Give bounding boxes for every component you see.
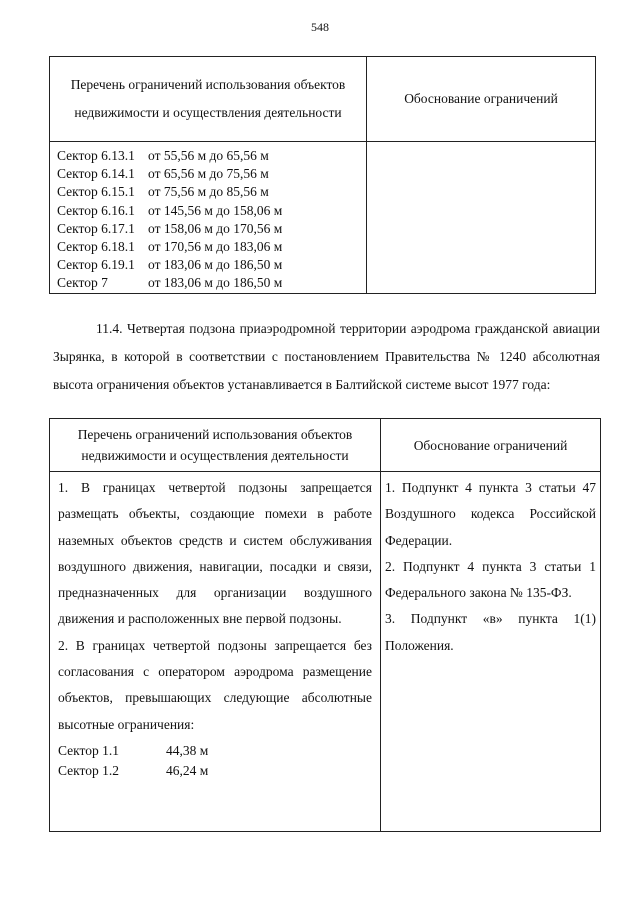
restrictions-table-1 [49,56,596,294]
page-number: 548 [311,20,329,34]
list-item [57,220,366,238]
list-item [57,274,366,292]
restriction-item: 1. В границах четвертой подзоны запрещается размещать объекты, создающие помехи в работе наземных объектов средств и систем обслуживания воздушного движения, навигации, посадки и связи, предназначенных для организации воздушного движения и расположенных вне первой подзоны. [58,480,372,627]
table-row [50,472,601,832]
section-paragraph: 11.4. Четвертая подзона приаэродромной территории аэродрома гражданской авиации Зырянка, в которой в соответствии с постановлением Правительства № 1240 абсолютная высота ограничения объектов устанавливается в Балтийской системе высот 1977 года: [53,321,600,393]
sector-height: 46,24 м [166,762,209,778]
header-justification: Обоснование ограничений [381,419,601,472]
restrictions-cell [50,472,381,832]
list-item [57,147,366,165]
list-item [57,202,366,220]
sector-name: Сектор 6.14.1 [57,166,135,182]
justification-item: 3. Подпункт «в» пункта 1(1) Положения. [385,611,596,653]
sector-name: Сектор 7 [57,275,108,291]
sector-height-list [58,741,372,781]
table-header-row [50,57,596,142]
justification-item: 2. Подпункт 4 пункта 3 статьи 1 Федерального закона № 135-ФЗ. [385,558,596,601]
sector-name: Сектор 6.17.1 [57,220,135,236]
justification-cell [381,472,601,832]
sector-range: от 170,56 м до 183,06 м [148,239,283,255]
sector-range: от 183,06 м до 186,50 м [148,275,283,291]
sector-range: от 65,56 м до 75,56 м [148,166,269,182]
sector-range: от 75,56 м до 85,56 м [148,184,269,200]
list-item [57,256,366,274]
sector-range: от 145,56 м до 158,06 м [148,202,283,218]
list-item [57,238,366,256]
sector-name: Сектор 6.19.1 [57,257,135,273]
sector-name: Сектор 1.1 [58,742,120,758]
sector-list [50,142,366,293]
table-header-row [50,419,601,472]
justification-cell-empty [367,142,596,294]
header-restrictions-list: Перечень ограничений использования объектов недвижимости и осуществления деятельности [50,57,367,142]
sector-name: Сектор 6.13.1 [57,148,135,163]
sector-name: Сектор 6.15.1 [57,184,135,200]
list-item [57,183,366,201]
table-row [50,142,596,294]
list-item [57,165,366,183]
sector-list-cell [50,142,367,294]
sector-name: Сектор 1.2 [58,762,120,778]
sector-range: от 183,06 м до 186,50 м [148,257,283,273]
header-justification: Обоснование ограничений [367,57,596,142]
header-restrictions-list: Перечень ограничений использования объектов недвижимости и осуществления деятельности [50,419,381,472]
justification-item: 1. Подпункт 4 пункта 3 статьи 47 Воздушного кодекса Российской Федерации. [385,480,596,548]
sector-range: от 158,06 м до 170,56 м [148,220,283,236]
sector-height: 44,38 м [166,742,209,758]
list-item [58,741,372,761]
sector-name: Сектор 6.16.1 [57,202,135,218]
sector-name: Сектор 6.18.1 [57,239,135,255]
restrictions-table-2 [49,418,601,832]
restriction-item: 2. В границах четвертой подзоны запрещается без согласования с оператором аэродрома размещение объектов, превышающих следующие абсолютные высотные ограничения: [58,637,372,732]
list-item [58,761,372,781]
sector-range: от 55,56 м до 65,56 м [148,148,269,163]
